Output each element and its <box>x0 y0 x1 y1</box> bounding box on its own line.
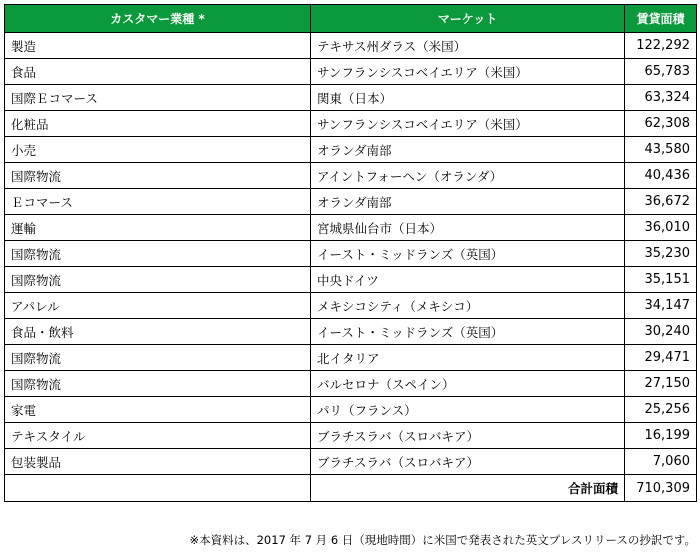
area-cell: 43,580 <box>625 137 697 163</box>
table-row <box>5 397 697 423</box>
area-cell: 36,672 <box>625 189 697 215</box>
industry-cell: 食品・飲料 <box>5 319 311 345</box>
industry-cell: 家電 <box>5 397 311 423</box>
lease-table-container <box>4 4 696 502</box>
market-cell: アイントフォーヘン（オランダ） <box>311 163 625 189</box>
header-leased-area: 賃貸面積 <box>625 5 697 33</box>
area-cell: 16,199 <box>625 423 697 449</box>
table-row <box>5 319 697 345</box>
area-cell: 7,060 <box>625 449 697 475</box>
market-cell: イースト・ミッドランズ（英国） <box>311 241 625 267</box>
industry-cell: 化粧品 <box>5 111 311 137</box>
table-row <box>5 267 697 293</box>
industry-cell: 包装製品 <box>5 449 311 475</box>
industry-cell: 食品 <box>5 59 311 85</box>
table-row <box>5 33 697 59</box>
table-row <box>5 137 697 163</box>
market-cell: メキシコシティ（メキシコ） <box>311 293 625 319</box>
market-cell: パリ（フランス） <box>311 397 625 423</box>
market-cell: サンフランシスコベイエリア（米国） <box>311 111 625 137</box>
table-row <box>5 241 697 267</box>
industry-cell: 国際物流 <box>5 345 311 371</box>
area-cell: 65,783 <box>625 59 697 85</box>
market-cell: バルセロナ（スペイン） <box>311 371 625 397</box>
industry-cell: Ｅコマース <box>5 189 311 215</box>
header-market: マーケット <box>311 5 625 33</box>
industry-cell: 国際物流 <box>5 163 311 189</box>
table-row <box>5 293 697 319</box>
table-row <box>5 85 697 111</box>
total-value: 710,309 <box>625 475 697 502</box>
market-cell: サンフランシスコベイエリア（米国） <box>311 59 625 85</box>
table-row <box>5 423 697 449</box>
industry-cell: 国際物流 <box>5 241 311 267</box>
market-cell: 中央ドイツ <box>311 267 625 293</box>
industry-cell: 国際物流 <box>5 371 311 397</box>
table-row <box>5 163 697 189</box>
header-customer-industry: カスタマー業種 * <box>5 5 311 33</box>
table-header-row <box>5 5 697 33</box>
table-row <box>5 59 697 85</box>
market-cell: テキサス州ダラス（米国） <box>311 33 625 59</box>
area-cell: 35,230 <box>625 241 697 267</box>
industry-cell: 製造 <box>5 33 311 59</box>
table-row <box>5 371 697 397</box>
area-cell: 29,471 <box>625 345 697 371</box>
industry-cell: アパレル <box>5 293 311 319</box>
area-cell: 25,256 <box>625 397 697 423</box>
footnote: ※本資料は、2017 年 7 月 6 日（現地時間）に米国で発表された英文プレスリリースの抄訳です。 <box>189 533 696 547</box>
market-cell: 宮城県仙台市（日本） <box>311 215 625 241</box>
total-blank-cell <box>5 475 311 502</box>
market-cell: 北イタリア <box>311 345 625 371</box>
table-body <box>5 33 697 475</box>
market-cell: イースト・ミッドランズ（英国） <box>311 319 625 345</box>
area-cell: 34,147 <box>625 293 697 319</box>
area-cell: 122,292 <box>625 33 697 59</box>
table-row <box>5 215 697 241</box>
industry-cell: 国際Ｅコマース <box>5 85 311 111</box>
total-row <box>5 475 697 502</box>
industry-cell: 運輸 <box>5 215 311 241</box>
market-cell: オランダ南部 <box>311 137 625 163</box>
industry-cell: テキスタイル <box>5 423 311 449</box>
area-cell: 62,308 <box>625 111 697 137</box>
industry-cell: 小売 <box>5 137 311 163</box>
table-row <box>5 189 697 215</box>
total-label: 合計面積 <box>311 475 625 502</box>
area-cell: 30,240 <box>625 319 697 345</box>
industry-cell: 国際物流 <box>5 267 311 293</box>
area-cell: 36,010 <box>625 215 697 241</box>
table-row <box>5 111 697 137</box>
market-cell: オランダ南部 <box>311 189 625 215</box>
market-cell: ブラチスラバ（スロバキア） <box>311 423 625 449</box>
lease-table <box>4 4 697 502</box>
market-cell: 関東（日本） <box>311 85 625 111</box>
market-cell: ブラチスラバ（スロバキア） <box>311 449 625 475</box>
area-cell: 40,436 <box>625 163 697 189</box>
area-cell: 35,151 <box>625 267 697 293</box>
area-cell: 63,324 <box>625 85 697 111</box>
table-row <box>5 449 697 475</box>
table-row <box>5 345 697 371</box>
area-cell: 27,150 <box>625 371 697 397</box>
